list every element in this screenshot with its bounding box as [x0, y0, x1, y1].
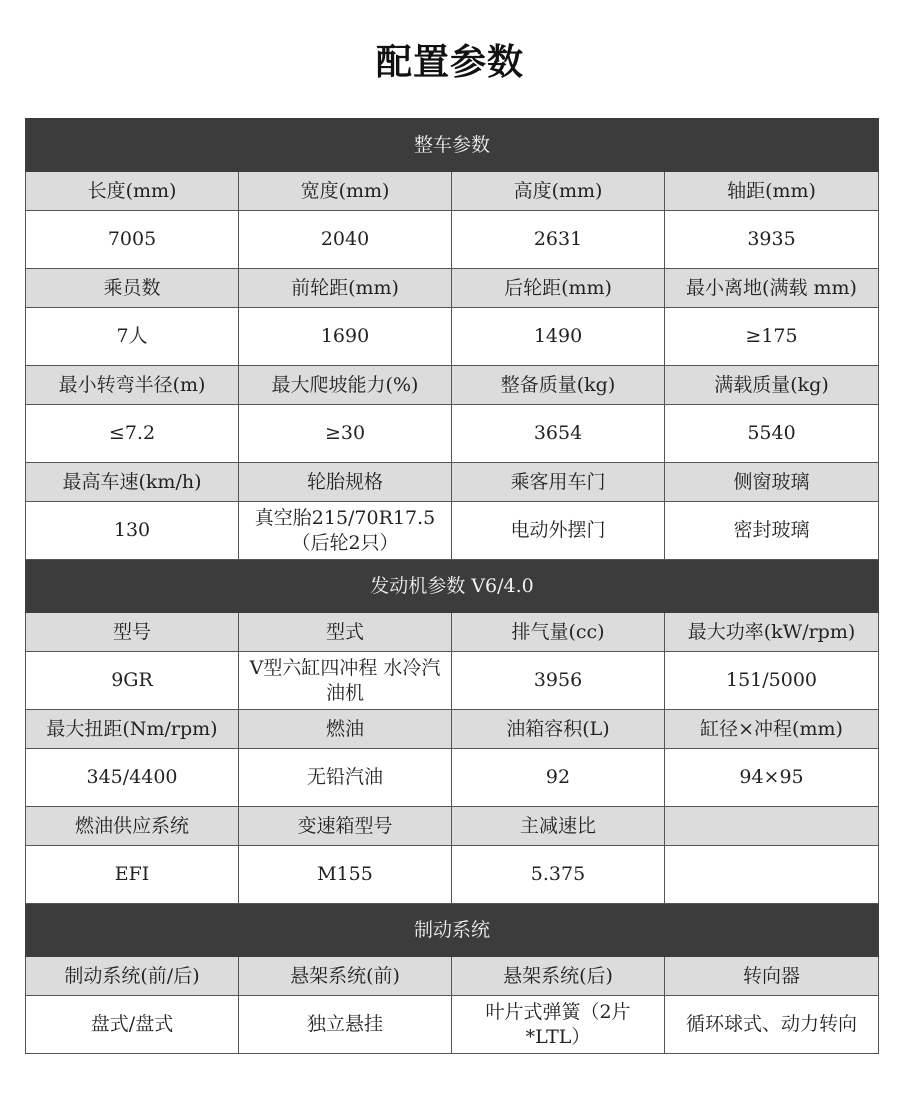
table-header-row [26, 710, 879, 749]
header-cell: 最大功率(kW/rpm) [665, 613, 879, 652]
value-cell [665, 846, 879, 904]
value-cell: 循环球式、动力转向 [665, 996, 879, 1054]
header-cell: 整备质量(kg) [452, 366, 665, 405]
section-title: 制动系统 [26, 904, 879, 957]
header-cell: 转向器 [665, 957, 879, 996]
section-header-brake [26, 904, 879, 957]
value-cell: 盘式/盘式 [26, 996, 239, 1054]
spec-table [25, 118, 879, 1054]
section-title: 整车参数 [26, 119, 879, 172]
value-cell: ≤7.2 [26, 405, 239, 463]
header-cell: 轴距(mm) [665, 172, 879, 211]
header-cell: 侧窗玻璃 [665, 463, 879, 502]
header-cell: 悬架系统(前) [239, 957, 452, 996]
table-header-row [26, 613, 879, 652]
value-cell: 2631 [452, 211, 665, 269]
value-cell: 叶片式弹簧（2片*LTL） [452, 996, 665, 1054]
table-header-row [26, 807, 879, 846]
value-cell: 独立悬挂 [239, 996, 452, 1054]
header-cell: 排气量(cc) [452, 613, 665, 652]
header-cell: 型式 [239, 613, 452, 652]
header-cell: 乘客用车门 [452, 463, 665, 502]
table-row [26, 749, 879, 807]
header-cell: 制动系统(前/后) [26, 957, 239, 996]
value-cell: 2040 [239, 211, 452, 269]
section-header-engine [26, 560, 879, 613]
header-cell: 宽度(mm) [239, 172, 452, 211]
table-row [26, 308, 879, 366]
header-cell: 油箱容积(L) [452, 710, 665, 749]
header-cell: 满载质量(kg) [665, 366, 879, 405]
value-cell: 3654 [452, 405, 665, 463]
value-cell: M155 [239, 846, 452, 904]
table-row [26, 652, 879, 710]
header-cell: 最大爬坡能力(%) [239, 366, 452, 405]
value-cell: 9GR [26, 652, 239, 710]
header-cell: 前轮距(mm) [239, 269, 452, 308]
value-cell: 5540 [665, 405, 879, 463]
value-cell: 无铅汽油 [239, 749, 452, 807]
value-cell: 92 [452, 749, 665, 807]
header-cell: 乘员数 [26, 269, 239, 308]
header-cell: 轮胎规格 [239, 463, 452, 502]
header-cell: 最大扭距(Nm/rpm) [26, 710, 239, 749]
header-cell: 最小离地(满载 mm) [665, 269, 879, 308]
value-cell: ≥175 [665, 308, 879, 366]
header-cell: 缸径×冲程(mm) [665, 710, 879, 749]
value-cell: 94×95 [665, 749, 879, 807]
section-title: 发动机参数 V6/4.0 [26, 560, 879, 613]
value-cell: 130 [26, 502, 239, 560]
table-header-row [26, 463, 879, 502]
value-cell: V型六缸四冲程 水冷汽油机 [239, 652, 452, 710]
value-cell: 1690 [239, 308, 452, 366]
header-cell: 燃油 [239, 710, 452, 749]
header-cell: 悬架系统(后) [452, 957, 665, 996]
table-row [26, 405, 879, 463]
header-cell: 最小转弯半径(m) [26, 366, 239, 405]
value-cell: 1490 [452, 308, 665, 366]
header-cell: 型号 [26, 613, 239, 652]
value-cell: 3956 [452, 652, 665, 710]
header-cell: 后轮距(mm) [452, 269, 665, 308]
value-cell: 密封玻璃 [665, 502, 879, 560]
header-cell: 高度(mm) [452, 172, 665, 211]
table-row [26, 502, 879, 560]
table-row [26, 846, 879, 904]
table-header-row [26, 957, 879, 996]
header-cell: 变速箱型号 [239, 807, 452, 846]
page-title: 配置参数 [375, 42, 524, 83]
value-cell: ≥30 [239, 405, 452, 463]
value-cell: 7人 [26, 308, 239, 366]
table-header-row [26, 366, 879, 405]
value-cell: 电动外摆门 [452, 502, 665, 560]
header-cell [665, 807, 879, 846]
header-cell: 最高车速(km/h) [26, 463, 239, 502]
table-row [26, 211, 879, 269]
value-cell: 151/5000 [665, 652, 879, 710]
table-header-row [26, 172, 879, 211]
header-cell: 燃油供应系统 [26, 807, 239, 846]
table-row [26, 996, 879, 1054]
table-header-row [26, 269, 879, 308]
value-cell: EFI [26, 846, 239, 904]
section-header-vehicle [26, 119, 879, 172]
header-cell: 主减速比 [452, 807, 665, 846]
value-cell: 345/4400 [26, 749, 239, 807]
value-cell: 3935 [665, 211, 879, 269]
value-cell: 7005 [26, 211, 239, 269]
header-cell: 长度(mm) [26, 172, 239, 211]
value-cell: 真空胎215/70R17.5（后轮2只） [239, 502, 452, 560]
value-cell: 5.375 [452, 846, 665, 904]
